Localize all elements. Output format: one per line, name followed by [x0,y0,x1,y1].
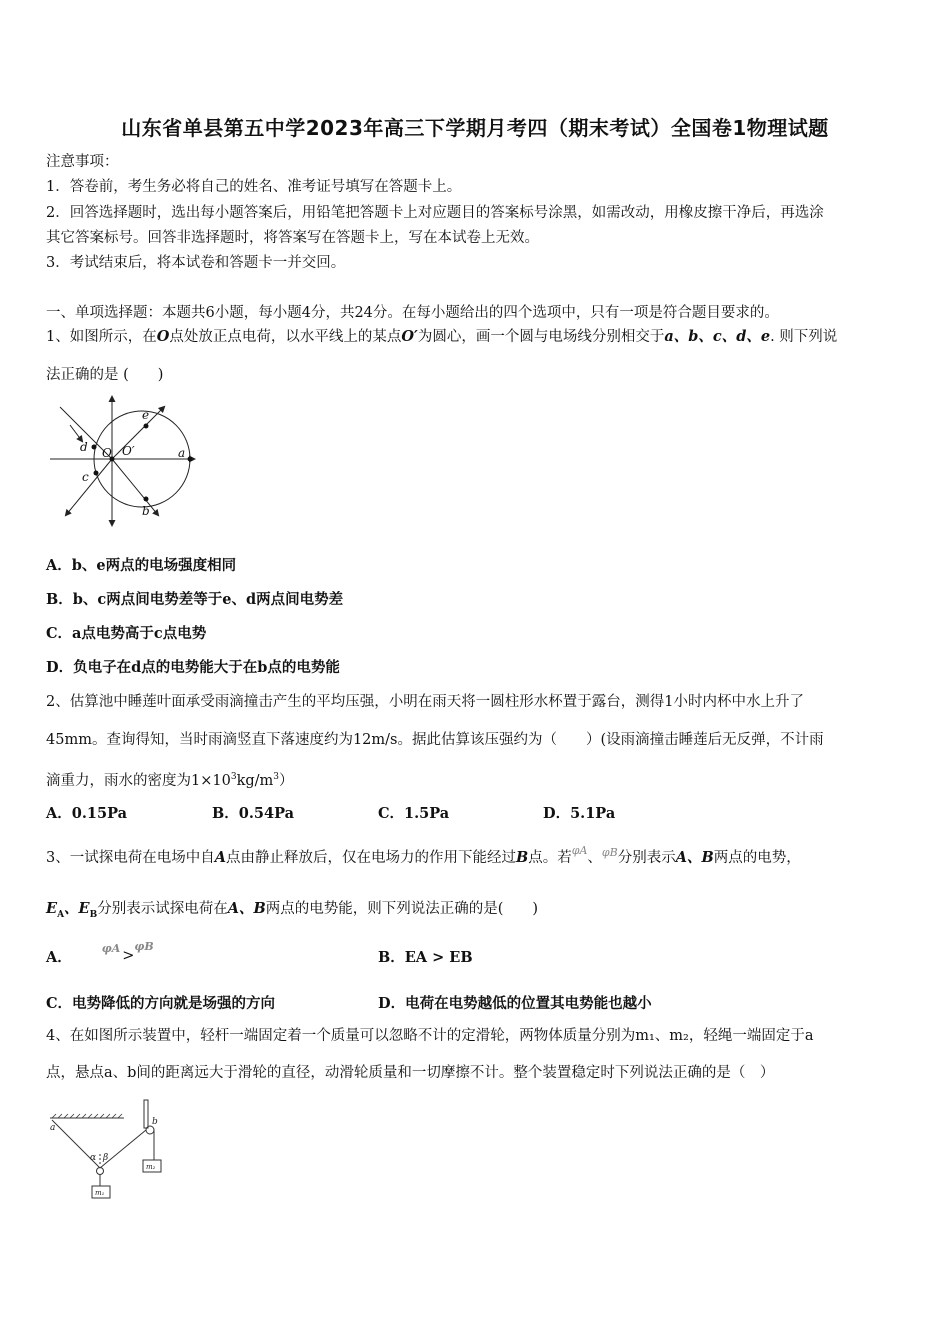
q1-field-line-ur [112,407,164,459]
q4-pulley-diagram [46,1098,176,1203]
q2-density-a: 滴重力，雨水的密度为1×10 [46,772,231,789]
q2-option-c: C．1.5Pa [378,805,450,822]
q1-label-o2: O′ [122,444,135,458]
q3-eb-sub: B [89,909,98,920]
q3-stem-line1 [46,844,801,869]
q3-text-d: 分别表示 [617,850,676,866]
q1-text-b: 点处放正点电荷，以水平线上的某点 [169,329,402,345]
q1-label-d: d [80,440,88,454]
q3-point-b: B [516,849,529,866]
q1-point-e-dot [144,424,149,429]
q2-stem-line1: 2、估算池中睡莲叶面承受雨滴撞击产生的平均压强，小明在雨天将一圆柱形水杯置于露台，测得1小时内杯中水上升了 [46,694,804,710]
q1-option-a: A．b、e两点的电场强度相同 [46,557,237,574]
q1-point-d-dot [92,445,97,450]
q1-point-o2: O′ [401,328,418,345]
q3-text-f: 两点的电势， [713,850,801,866]
q3-option-a-phi-a: φA [101,942,121,955]
q3-ea-sub: A [57,909,65,920]
q4-ceiling-hatch [52,1114,122,1118]
q1-points: a、b、c、d、e [664,328,771,345]
q1-point-o: O [156,328,170,345]
q1-label-a: a [178,446,186,460]
notes-item-2: 2．回答选择题时，选出每小题答案后，用铅笔把答题卡上对应题目的答案标号涂黑，如需改动，用橡皮擦干净后，再选涂 [46,205,824,221]
q4-label-a: a [50,1123,56,1133]
q1-point-a-dot [188,457,193,462]
notes-item-3: 3．考试结束后，将本试卷和答题卡一并交回。 [46,255,346,271]
q1-stem-line1 [46,327,837,347]
q1-field-diagram [46,395,196,530]
q3-option-d: D．电荷在电势越低的位置其电势能也越小 [378,995,652,1012]
notes-item-2-cont: 其它答案标号。回答非选择题时，将答案写在答题卡上，写在本试卷上无效。 [46,230,539,246]
q1-option-c: C．a点电势高于c点电势 [46,625,207,642]
q2-option-a: A．0.15Pa [46,805,127,822]
q3-eb: 、E [64,900,90,917]
q3-text-a: 3、一试探电荷在电场中自 [46,850,215,866]
q3-point-a: A [214,849,226,866]
q2-density-exp: 3 [230,772,237,782]
notes-item-1: 1．答卷前，考生务必将自己的姓名、准考证号填写在答题卡上。 [46,179,462,195]
q4-label-m2: m₂ [146,1163,156,1171]
q3-text-b: 点由静止释放后，仅在电场力的作用下能经过 [226,850,516,866]
q3-option-c: C．电势降低的方向就是场强的方向 [46,995,276,1012]
q1-option-d: D．负电子在d点的电势能大于在b点的电势能 [46,659,340,676]
q3-sep: 、 [587,850,602,866]
page-title: 山东省单县第五中学2023年高三下学期月考四（期末考试）全国卷1物理试题 [121,116,829,140]
q3-option-a-label: A． [46,949,72,966]
q1-text-a: 1、如图所示，在 [46,329,157,345]
q4-rod [144,1100,148,1128]
q3-option-a-gt: > [122,948,135,964]
q1-point-b-dot [144,497,149,502]
q4-label-beta: β [103,1153,109,1163]
q4-fixed-pulley [146,1126,154,1134]
q3-points-ab-2: A、B [227,900,266,917]
q4-label-alpha: α [90,1153,97,1163]
q1-label-b: b [142,504,150,518]
q1-stem-line2: 法正确的是 ( ) [46,367,164,383]
q3-points-ab: A、B [675,849,714,866]
q1-point-c-dot [94,471,99,476]
q4-moving-pulley [97,1168,104,1175]
q3-text-e2: 两点的电势能，则下列说法正确的是( ) [265,901,539,917]
q3-option-b: B．EA > EB [378,949,473,966]
q1-text-d: . 则下列说 [770,329,838,345]
q2-stem-line2: 45mm。查询得知，当时雨滴竖直下落速度约为12m/s。据此估算该压强约为（ ）(设雨滴撞击睡莲后无反弹，不计雨 [46,732,824,748]
q2-stem-line3 [46,767,294,791]
q1-label-c: c [82,470,89,484]
q3-ea: E [46,900,58,917]
q1-field-line-ll [66,459,112,515]
q2-density-close: ） [279,772,294,789]
q2-option-d: D．5.1Pa [543,805,616,822]
q4-stem-line2: 点，悬点a、b间的距离远大于滑轮的直径，动滑轮质量和一切摩擦不计。整个装置稳定时下列说法正确的是（ ） [46,1065,775,1081]
q3-phi-a: φA [571,844,588,857]
q3-phi-b: φB [601,846,618,859]
q3-option-a-phi-b: φB [134,940,154,953]
q3-text-c2: 分别表示试探电荷在 [97,901,228,917]
q1-option-b: B．b、c两点间电势差等于e、d两点间电势差 [46,591,344,608]
q1-label-e: e [142,408,150,422]
q1-text-c: 为圆心，画一个圆与电场线分别相交于 [417,329,665,345]
q4-label-b: b [152,1117,158,1127]
q4-stem-line1: 4、在如图所示装置中，轻杆一端固定着一个质量可以忽略不计的定滑轮，两物体质量分别为m₁、m₂，轻绳一端固定于a [46,1028,814,1044]
q1-label-o: O [102,446,112,460]
q2-density-unit-exp: 3 [273,772,279,782]
section-heading: 一、单项选择题：本题共6小题，每小题4分，共24分。在每小题给出的四个选项中，只有一项是符合题目要求的。 [46,305,779,321]
q2-option-b: B．0.54Pa [212,805,294,822]
q2-density-unit: kg/m [236,772,274,789]
q3-text-c: 点。若 [528,850,572,866]
notes-heading: 注意事项： [46,154,119,170]
q4-label-m1: m₁ [95,1189,105,1197]
q3-stem-line2 [46,899,538,925]
